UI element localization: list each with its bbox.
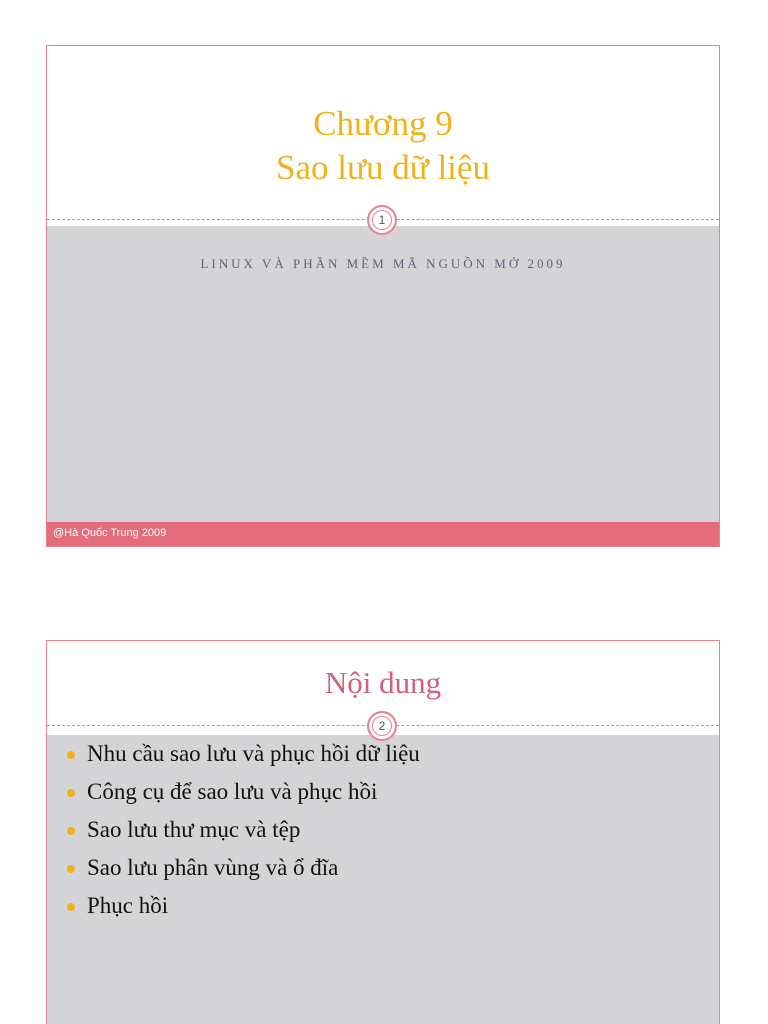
bullet-dot-icon <box>67 751 75 759</box>
list-item <box>65 817 420 855</box>
slide-1-footer-text: @Hà Quốc Trung 2009 <box>53 527 167 539</box>
list-item-text: Sao lưu thư mục và tệp <box>87 817 301 842</box>
list-item-text: Nhu cầu sao lưu và phục hồi dữ liệu <box>87 741 420 766</box>
slide-number-badge: 1 <box>367 205 397 235</box>
bullet-dot-icon <box>67 827 75 835</box>
slide-1-header <box>47 46 719 219</box>
list-item-text: Sao lưu phân vùng và ổ đĩa <box>87 855 339 880</box>
list-item-text: Phục hồi <box>87 893 169 918</box>
slide-1-footer-bar <box>47 522 719 546</box>
slide-1-title-line1: Chương 9 <box>313 104 453 143</box>
slide-1-subtitle: LINUX VÀ PHẦN MỀM MÃ NGUỒN MỞ 2009 <box>200 256 566 271</box>
list-item-text: Công cụ để sao lưu và phục hồi <box>87 779 378 804</box>
slide-2 <box>46 640 720 1024</box>
slide-1 <box>46 45 720 547</box>
bullet-dot-icon <box>67 789 75 797</box>
list-item <box>65 893 420 931</box>
slide-number-badge: 2 <box>367 711 397 741</box>
list-item <box>65 741 420 779</box>
slide-1-title <box>47 102 719 190</box>
bullet-dot-icon <box>67 865 75 873</box>
slide-1-title-line2: Sao lưu dữ liệu <box>276 148 490 187</box>
list-item <box>65 779 420 817</box>
slide-2-title: Nội dung <box>324 665 442 700</box>
bullet-list <box>65 741 420 931</box>
bullet-dot-icon <box>67 903 75 911</box>
list-item <box>65 855 420 893</box>
